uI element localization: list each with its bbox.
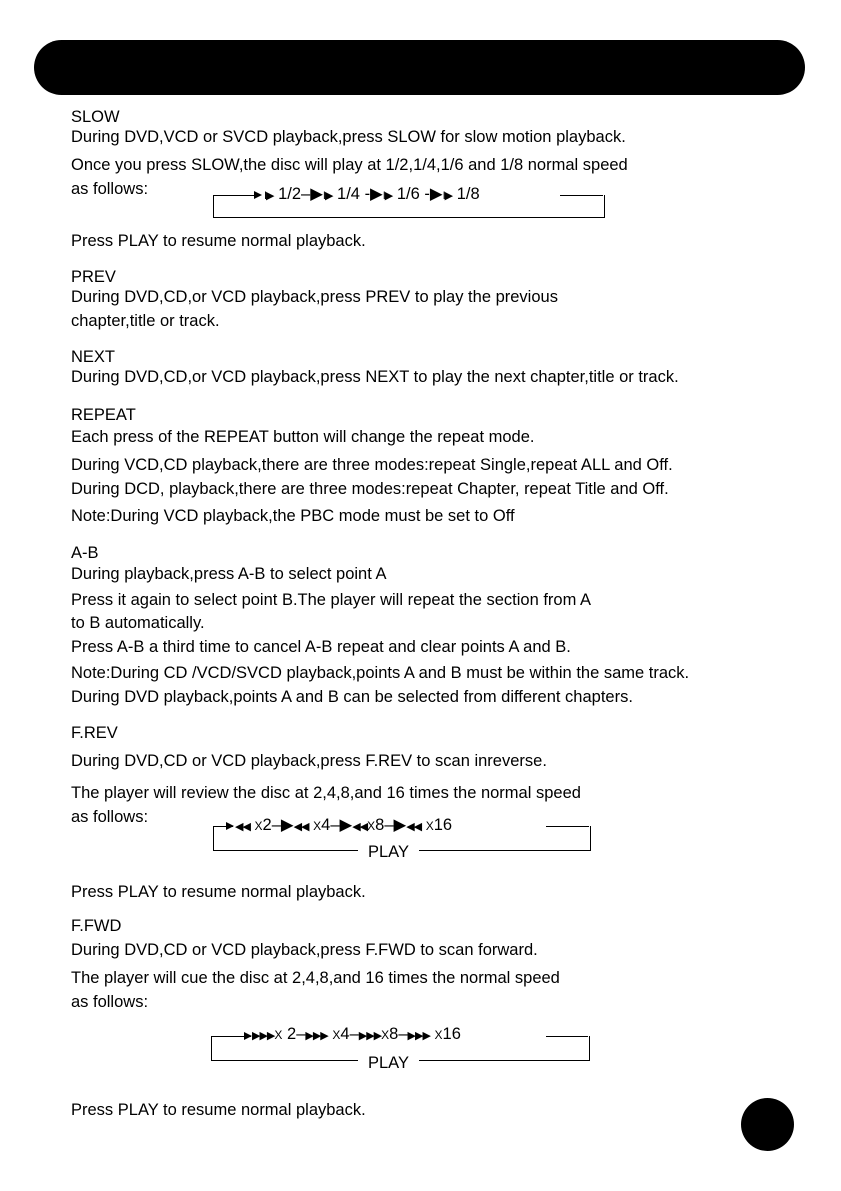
ab-line2: Press it again to select point B.The player will repeat the section from A	[71, 591, 592, 609]
frev-step-4: 16	[433, 816, 453, 834]
ab-line4: Press A-B a third time to cancel A-B repeat and clear points A and B.	[71, 638, 571, 656]
ffwd-step-2: 4	[340, 1025, 350, 1043]
repeat-line1: Each press of the REPEAT button will change the repeat mode.	[71, 428, 535, 446]
fast-forward-icon: ▶▶▶	[252, 1030, 275, 1042]
prev-line1: During DVD,CD,or VCD playback,press PREV to play the previous	[71, 288, 558, 306]
slow-line2: Once you press SLOW,the disc will play at 1/2,1/4,1/6 and 1/8 normal speed	[71, 156, 628, 174]
rewind-icon: ◀◀	[352, 821, 368, 833]
frev-step-1: 2	[262, 816, 272, 834]
frev-play-label: PLAY	[358, 843, 419, 862]
ffwd-x-sign: X	[381, 1028, 390, 1042]
ffwd-line2: The player will cue the disc at 2,4,8,and 16 times the normal speed	[71, 969, 560, 987]
slow-play-icon: I▶	[382, 190, 393, 202]
ffwd-x-sign: X	[434, 1028, 443, 1042]
ab-line1: During playback,press A-B to select point A	[71, 565, 387, 583]
ffwd-step-3: 8	[389, 1025, 399, 1043]
ffwd-step-1: 2	[287, 1025, 297, 1043]
repeat-heading: REPEAT	[71, 406, 136, 424]
ffwd-x-sign: X	[332, 1028, 341, 1042]
header-bar	[34, 40, 805, 95]
slow-play-icon: I▶	[442, 190, 453, 202]
frev-x-sign: X	[367, 819, 376, 833]
slow-play-icon: I▶	[322, 190, 333, 202]
slow-step-1: 1/2	[278, 185, 302, 203]
next-heading: NEXT	[71, 348, 116, 366]
repeat-line2: During VCD,CD playback,there are three modes:repeat Single,repeat ALL and Off.	[71, 456, 673, 474]
frev-line1: During DVD,CD or VCD playback,press F.REV to scan inreverse.	[71, 752, 547, 770]
repeat-line3: During DCD, playback,there are three modes:repeat Chapter, repeat Title and Off.	[71, 480, 669, 498]
ab-line3: to B automatically.	[71, 614, 205, 632]
frev-step-2: 4	[321, 816, 331, 834]
slow-resume: Press PLAY to resume normal playback.	[71, 232, 366, 250]
slow-heading: SLOW	[71, 108, 120, 126]
ffwd-line3: as follows:	[71, 993, 149, 1011]
ab-line6: During DVD playback,points A and B can be selected from different chapters.	[71, 688, 633, 706]
ffwd-play-label: PLAY	[358, 1054, 419, 1073]
fast-forward-icon: ▶▶▶	[407, 1030, 430, 1042]
slow-line3: as follows:	[71, 180, 149, 198]
prev-line2: chapter,title or track.	[71, 312, 220, 330]
frev-line3: as follows:	[71, 808, 149, 826]
slow-line1: During DVD,VCD or SVCD playback,press SLOW for slow motion playback.	[71, 128, 626, 146]
frev-line2: The player will review the disc at 2,4,8,and 16 times the normal speed	[71, 784, 581, 802]
frev-x-sign: X	[313, 819, 322, 833]
slow-step-2: 1/4	[337, 185, 360, 203]
ffwd-x-sign: X	[274, 1028, 283, 1042]
ab-heading: A-B	[71, 544, 99, 562]
ab-line5: Note:During CD /VCD/SVCD playback,points A and B must be within the same track.	[71, 664, 690, 682]
fast-forward-icon: ▶▶▶	[358, 1030, 382, 1042]
ffwd-line1: During DVD,CD or VCD playback,press F.FWD to scan forward.	[71, 941, 538, 959]
frev-step-3: 8	[375, 816, 385, 834]
prev-heading: PREV	[71, 268, 116, 286]
frev-x-sign: X	[425, 819, 434, 833]
slow-play-icon: I▶	[264, 190, 274, 202]
slow-step-3: 1/6	[396, 185, 420, 203]
slow-step-4: 1/8	[456, 185, 480, 203]
frev-x-sign: X	[254, 819, 263, 833]
next-line1: During DVD,CD,or VCD playback,press NEXT to play the next chapter,title or track.	[71, 368, 679, 386]
rewind-icon: ◀◀	[293, 821, 309, 833]
ffwd-step-4: 16	[442, 1025, 461, 1043]
ffwd-heading: F.FWD	[71, 917, 122, 935]
rewind-icon: ◀◀	[235, 821, 250, 833]
frev-heading: F.REV	[71, 724, 118, 742]
repeat-line4: Note:During VCD playback,the PBC mode must be set to Off	[71, 507, 515, 525]
ffwd-resume: Press PLAY to resume normal playback.	[71, 1101, 366, 1119]
page-number-dot	[741, 1098, 794, 1151]
frev-resume: Press PLAY to resume normal playback.	[71, 883, 366, 901]
rewind-icon: ◀◀	[406, 821, 422, 833]
fast-forward-icon: ▶▶▶	[305, 1030, 328, 1042]
